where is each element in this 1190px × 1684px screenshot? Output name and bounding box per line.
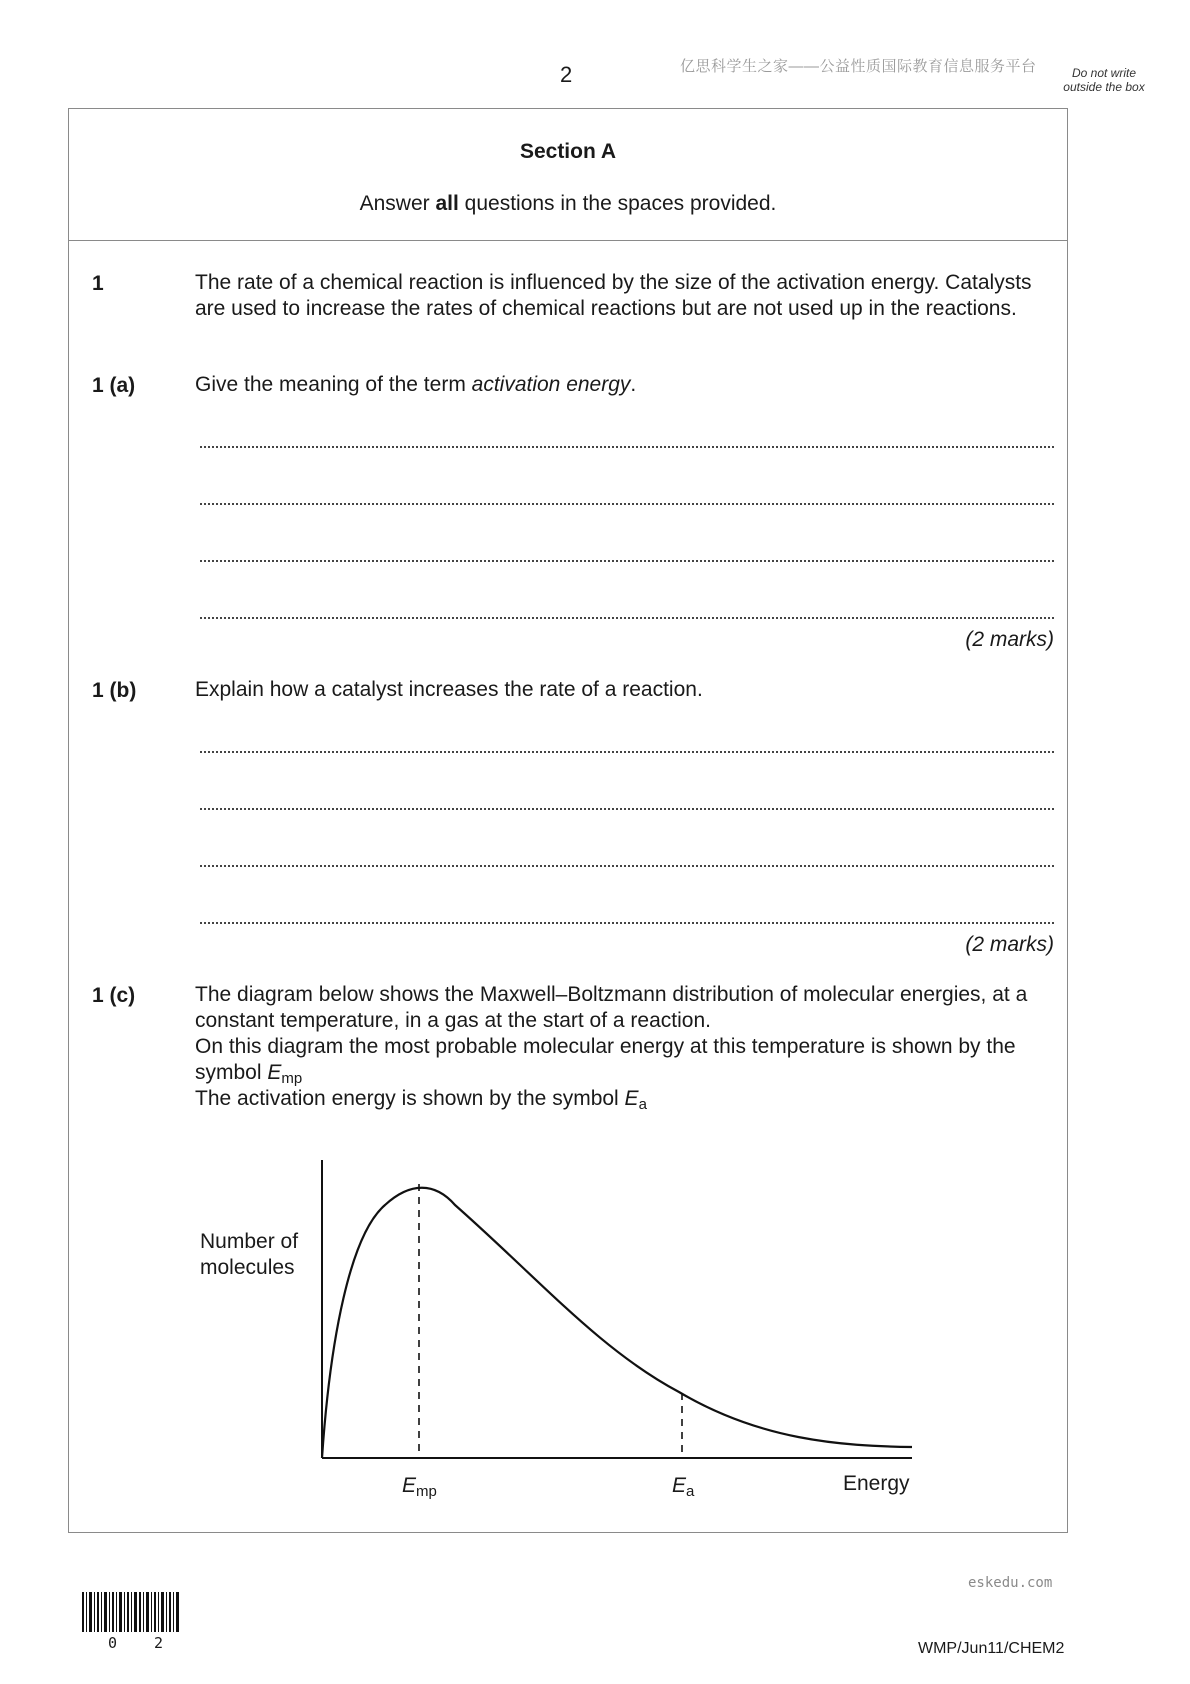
question-1-number: 1 [92,272,104,295]
barcode-number: 0 2 [108,1634,178,1652]
y-axis-label-line1: Number of [200,1230,299,1253]
answer-line[interactable] [200,808,1054,810]
question-1a-text: Give the meaning of the term activation energy. [195,373,637,396]
question-1c-line: The activation energy is shown by the symbol $E_a$ [195,1087,647,1113]
emp-label [402,1474,437,1500]
question-1c-line: On this diagram the most probable molecular energy at this temperature is shown by the symbol $E_{mp}$ [195,1035,1016,1087]
emp-symbol: E [402,1474,417,1497]
question-1a-number: 1 (a) [92,374,136,397]
watermark-text: 亿思科学生之家——公益性质国际教育信息服务平台 [680,58,1037,75]
question-1c-line: The diagram below shows the Maxwell–Boltzmann distribution of molecular energies, at a constant temperature, in a gas at the start of a reaction. [195,983,1028,1032]
marks-1b: (2 marks) [965,933,1054,956]
page-number: 2 [560,62,573,87]
answer-line[interactable] [200,922,1054,924]
question-1b-number: 1 (b) [92,679,137,702]
margin-note: Do not write outside the box [1063,66,1145,94]
distribution-curve [322,1188,912,1458]
section-instruction: Answer all questions in the spaces provided. [359,192,777,215]
barcode-icon [82,1592,180,1632]
answer-line[interactable] [200,446,1054,448]
emp-subscript: mp [416,1483,437,1500]
y-axis-label-line2: molecules [200,1256,295,1279]
question-1c-text [195,982,1060,1112]
answer-line[interactable] [200,560,1054,562]
x-axis-label: Energy [843,1472,910,1495]
site-mark: eskedu.com [968,1575,1053,1591]
instruction-emphasis: all [435,192,459,215]
maxwell-boltzmann-graph [180,1140,940,1510]
answer-line[interactable] [200,865,1054,867]
question-1b-text: Explain how a catalyst increases the rate of a reaction. [195,678,703,701]
answer-line[interactable] [200,617,1054,619]
answer-line[interactable] [200,503,1054,505]
ea-subscript: a [686,1483,695,1500]
marks-1a: (2 marks) [965,628,1054,651]
ea-symbol: E [672,1474,687,1497]
question-1c-number: 1 (c) [92,984,136,1007]
question-1-stem: The rate of a chemical reaction is influenced by the size of the activation energy. Catalysts are used to increase the rates of chemical reactions but are not used up in the reactions. [195,271,1032,320]
paper-code: WMP/Jun11/CHEM2 [918,1640,1065,1657]
section-title: Section A [519,140,617,163]
answer-line[interactable] [200,751,1054,753]
section-divider [68,240,1068,241]
ea-label [672,1474,695,1500]
